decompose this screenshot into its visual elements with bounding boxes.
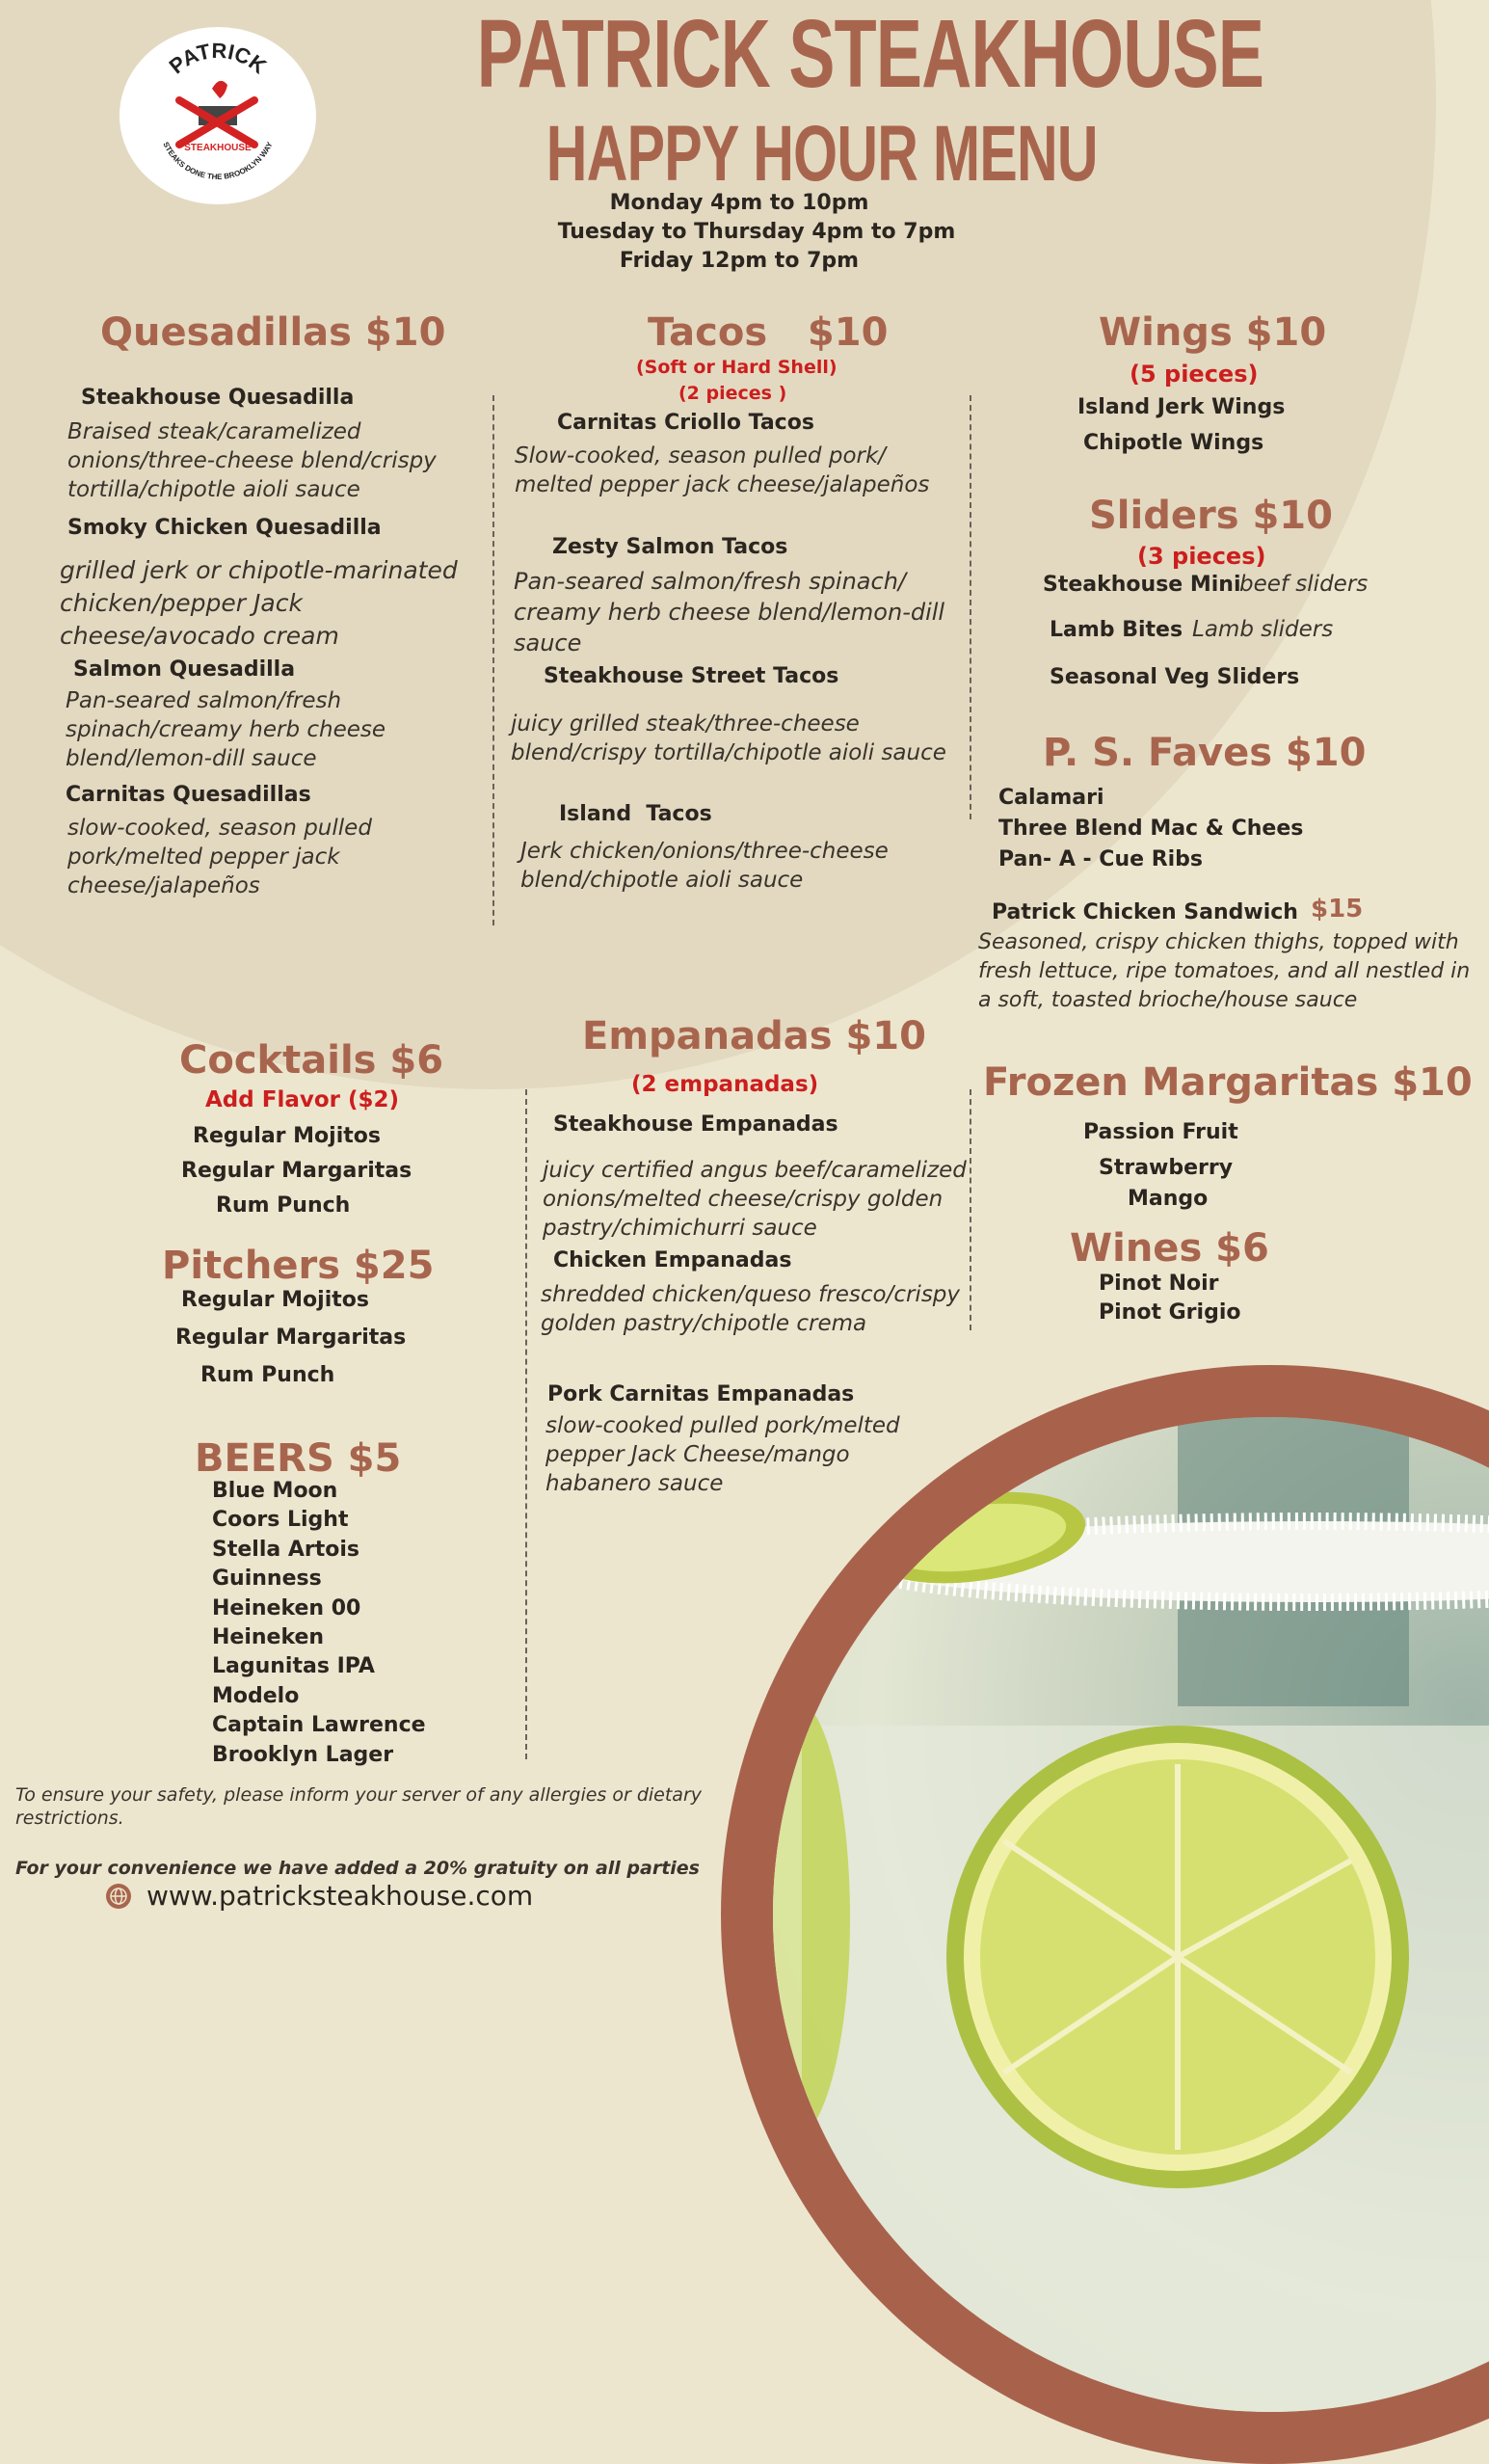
menu-item-desc: Seasoned, crispy chicken thighs, topped with fresh lettuce, ripe tomatoes, and all nestled in a soft, toasted brioche/house sauce bbox=[978, 930, 1471, 1012]
menu-item-name: Passion Fruit bbox=[1083, 1120, 1238, 1144]
sliders-note: (3 pieces) bbox=[1137, 543, 1266, 570]
beer-item: Modelo bbox=[212, 1683, 300, 1708]
cocktails-note: Add Flavor ($2) bbox=[205, 1087, 400, 1112]
menu-item-desc: grilled jerk or chipotle-marinated chicken/pepper Jack cheese/avocado cream bbox=[60, 556, 458, 650]
menu-item-desc: juicy grilled steak/three-cheese blend/crispy tortilla/chipotle aioli sauce bbox=[511, 711, 946, 765]
svg-text:PATRICK bbox=[165, 39, 272, 79]
menu-item-desc: beef sliders bbox=[1239, 572, 1369, 597]
happy-hour-times bbox=[540, 189, 973, 276]
menu-item-desc: shredded chicken/queso fresco/crispy golden pastry/chipotle crema bbox=[541, 1282, 961, 1336]
menu-item-name: Steakhouse Empanadas bbox=[553, 1112, 838, 1137]
menu-item-name: Steakhouse Quesadilla bbox=[81, 386, 355, 410]
menu-item-desc: slow-cooked pulled pork/melted pepper Jack Cheese/mango habanero sauce bbox=[545, 1413, 900, 1496]
menu-item-name: Chipotle Wings bbox=[1083, 431, 1264, 455]
faves-title: P. S. Faves $10 bbox=[1043, 731, 1367, 775]
menu-item-name: Rum Punch bbox=[216, 1193, 351, 1218]
menu-item-desc: Jerk chicken/onions/three-cheese blend/chipotle aioli sauce bbox=[520, 839, 889, 893]
menu-item-desc: juicy certified angus beef/caramelized onions/melted cheese/crispy golden pastry/chimichurri sauce bbox=[543, 1158, 967, 1241]
menu-item-name: Steakhouse Mini bbox=[1043, 573, 1241, 597]
menu-item-name: Zesty Salmon Tacos bbox=[552, 535, 788, 559]
globe-icon bbox=[106, 1884, 131, 1909]
menu-item-desc: Pan-seared salmon/fresh spinach/creamy herb cheese blend/lemon-dill sauce bbox=[66, 688, 386, 771]
quesadillas-title: Quesadillas $10 bbox=[100, 310, 446, 355]
menu-item-name: Pinot Noir bbox=[1099, 1272, 1219, 1296]
menu-item-name: Island Tacos bbox=[559, 802, 712, 826]
menu-item-name: Rum Punch bbox=[200, 1363, 335, 1387]
logo-bottom-text: STEAKS DONE THE BROOKLYN WAY bbox=[161, 140, 275, 182]
website-link[interactable]: www.patricksteakhouse.com bbox=[146, 1880, 534, 1912]
empanadas-title: Empanadas $10 bbox=[582, 1014, 926, 1058]
margaritas-title: Frozen Margaritas $10 bbox=[983, 1060, 1473, 1105]
hours-line: Tuesday to Thursday 4pm to 7pm bbox=[557, 220, 956, 244]
menu-item-name: Strawberry bbox=[1099, 1156, 1234, 1180]
menu-item-name: Regular Margaritas bbox=[175, 1326, 407, 1350]
pitchers-title: Pitchers $25 bbox=[162, 1244, 435, 1288]
tacos-count-note: (2 pieces ) bbox=[678, 383, 787, 404]
menu-item-name: Island Jerk Wings bbox=[1077, 395, 1286, 419]
tacos-title: Tacos $10 bbox=[648, 310, 889, 355]
logo-middle-text: STEAKHOUSE bbox=[184, 143, 252, 153]
column-divider bbox=[970, 395, 971, 819]
menu-item-name: Regular Margaritas bbox=[181, 1159, 412, 1183]
hours-line: Friday 12pm to 7pm bbox=[619, 249, 860, 273]
menu-item-name: Lamb Bites bbox=[1050, 618, 1183, 642]
empanadas-note: (2 empanadas) bbox=[631, 1072, 819, 1097]
steakhouse-logo bbox=[120, 27, 316, 204]
column-divider bbox=[970, 1089, 971, 1330]
menu-item-desc: Braised steak/caramelized onions/three-cheese blend/crispy tortilla/chipotle aioli sauce bbox=[67, 419, 437, 502]
column-divider bbox=[492, 395, 494, 925]
beer-item: Lagunitas IPA bbox=[212, 1654, 375, 1679]
beer-item: Heineken bbox=[212, 1625, 325, 1650]
special-price: $15 bbox=[1311, 895, 1364, 924]
beer-item: Coors Light bbox=[212, 1508, 349, 1533]
allergy-note: To ensure your safety, please inform your server of any allergies or dietary restrictions. bbox=[15, 1784, 702, 1829]
menu-item-name: Steakhouse Street Tacos bbox=[544, 664, 839, 688]
column-divider bbox=[525, 1089, 527, 1759]
beer-item: Blue Moon bbox=[212, 1479, 338, 1503]
cocktails-title: Cocktails $6 bbox=[179, 1038, 444, 1083]
gratuity-note: For your convenience we have added a 20% gratuity on all parties bbox=[15, 1858, 700, 1879]
menu-item-name: Carnitas Criollo Tacos bbox=[557, 411, 814, 435]
tacos-shell-note: (Soft or Hard Shell) bbox=[636, 357, 838, 378]
menu-item-name: Pinot Grigio bbox=[1099, 1300, 1241, 1325]
menu-title: HAPPY HOUR MENU bbox=[545, 110, 1098, 198]
menu-item-desc: slow-cooked, season pulled pork/melted pepper jack cheese/jalapeños bbox=[67, 816, 372, 898]
menu-item-name: Regular Mojitos bbox=[181, 1288, 369, 1312]
logo-top-text: PATRICK bbox=[164, 38, 272, 79]
menu-item-name: Pan- A - Cue Ribs bbox=[998, 847, 1204, 871]
menu-item-name: Three Blend Mac & Chees bbox=[998, 817, 1304, 841]
hours-line: Monday 4pm to 10pm bbox=[609, 191, 869, 215]
menu-item-name: Patrick Chicken Sandwich bbox=[992, 900, 1298, 924]
beers-title: BEERS $5 bbox=[195, 1436, 402, 1481]
beer-item: Captain Lawrence bbox=[212, 1713, 426, 1738]
menu-item-desc: Slow-cooked, season pulled pork/ melted pepper jack cheese/jalapeños bbox=[515, 443, 930, 497]
wings-note: (5 pieces) bbox=[1130, 361, 1259, 388]
menu-item-name: Seasonal Veg Sliders bbox=[1050, 665, 1300, 689]
menu-item-name: Calamari bbox=[998, 786, 1104, 810]
logo-flame bbox=[212, 81, 227, 98]
beer-item: Heineken 00 bbox=[212, 1595, 361, 1620]
beer-item: Guinness bbox=[212, 1567, 322, 1592]
menu-item-name: Carnitas Quesadillas bbox=[66, 783, 311, 807]
menu-item-name: Chicken Empanadas bbox=[553, 1248, 792, 1272]
sliders-title: Sliders $10 bbox=[1089, 494, 1333, 538]
menu-item-name: Mango bbox=[1128, 1187, 1209, 1211]
restaurant-name: PATRICK STEAKHOUSE bbox=[476, 0, 1264, 108]
menu-item-name: Regular Mojitos bbox=[193, 1124, 381, 1148]
beer-item: Brooklyn Lager bbox=[212, 1742, 394, 1767]
wines-title: Wines $6 bbox=[1070, 1226, 1269, 1271]
menu-item-name: Salmon Quesadilla bbox=[73, 657, 296, 682]
beer-list bbox=[212, 1477, 426, 1770]
beer-item: Stella Artois bbox=[212, 1537, 360, 1562]
wings-title: Wings $10 bbox=[1099, 310, 1327, 355]
menu-item-name: Pork Carnitas Empanadas bbox=[547, 1382, 855, 1406]
menu-item-name: Smoky Chicken Quesadilla bbox=[67, 516, 382, 540]
menu-item-desc: Pan-seared salmon/fresh spinach/ creamy herb cheese blend/lemon-dill sauce bbox=[514, 568, 945, 656]
menu-item-desc: Lamb sliders bbox=[1192, 617, 1334, 642]
